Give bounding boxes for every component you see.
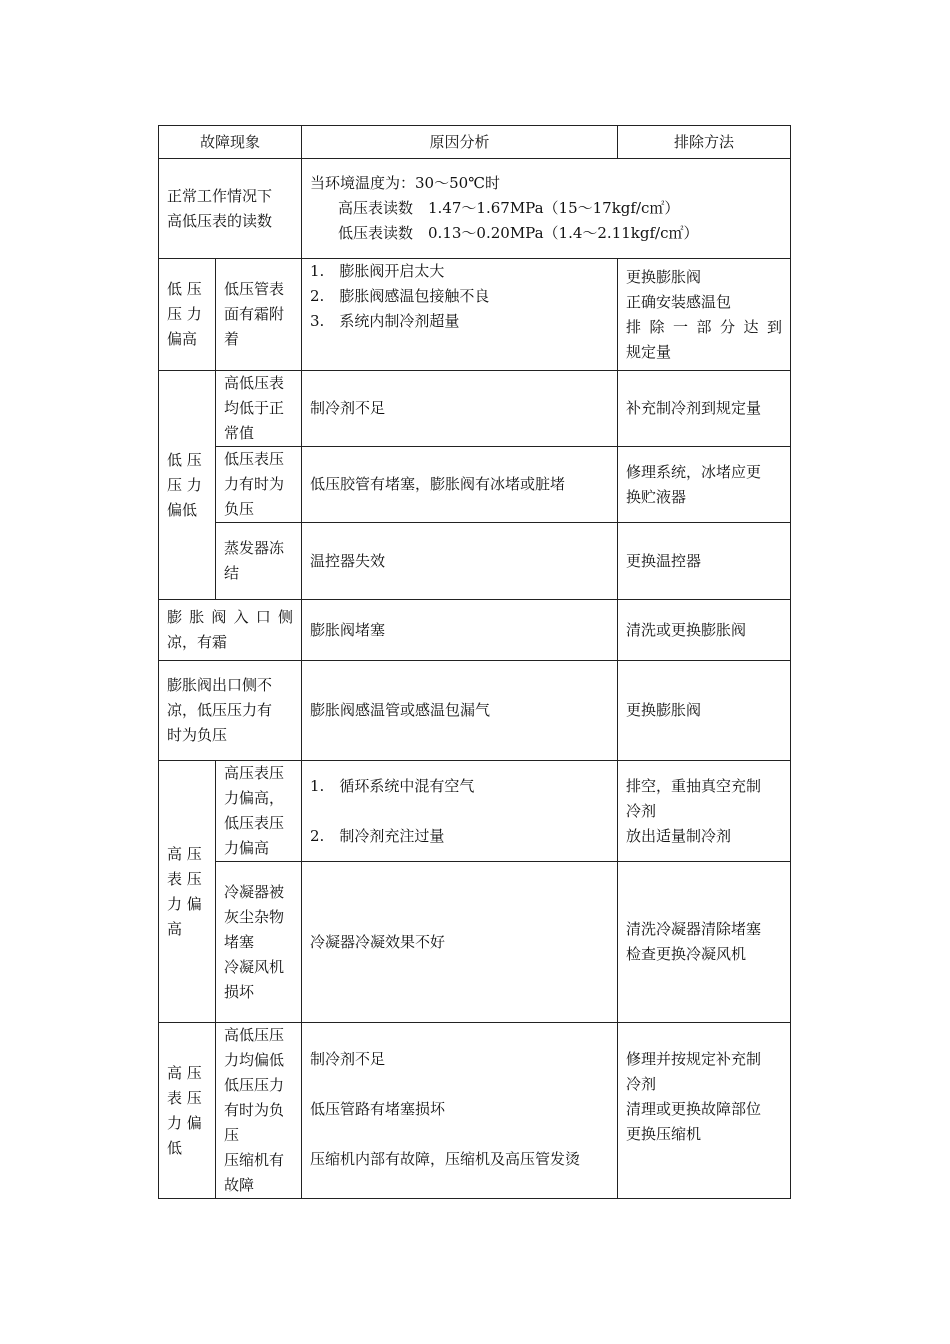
valve-inlet-remedy: 清洗或更换膨胀阀 bbox=[618, 600, 791, 661]
table-row bbox=[159, 761, 791, 862]
low-low-remedy-3: 更换温控器 bbox=[618, 523, 791, 600]
fault-table bbox=[158, 125, 791, 1199]
header-cause: 原因分析 bbox=[302, 126, 618, 159]
high-low-group: 高 压 表 压 力 偏 低 bbox=[159, 1023, 216, 1199]
normal-label: 正常工作情况下 高低压表的读数 bbox=[159, 159, 302, 259]
high-low-causes: 制冷剂不足 低压管路有堵塞损坏 压缩机内部有故障，压缩机及高压管发烫 bbox=[302, 1023, 618, 1199]
high-high-sub-2: 冷凝器被 灰尘杂物 堵塞 冷凝风机 损坏 bbox=[216, 862, 302, 1023]
table-row bbox=[159, 523, 791, 600]
table-row bbox=[159, 159, 791, 259]
low-low-sub-1: 高低压表 均低于正 常值 bbox=[216, 371, 302, 447]
table-row bbox=[159, 371, 791, 447]
low-low-sub-3: 蒸发器冻 结 bbox=[216, 523, 302, 600]
header-remedy: 排除方法 bbox=[618, 126, 791, 159]
high-high-causes-1: 1. 循环系统中混有空气 2. 制冷剂充注过量 bbox=[302, 761, 618, 862]
high-high-sub-1: 高压表压 力偏高， 低压表压 力偏高 bbox=[216, 761, 302, 862]
valve-outlet-cause: 膨胀阀感温管或感温包漏气 bbox=[302, 661, 618, 761]
high-high-remedies-1: 排空，重抽真空充制 冷剂 放出适量制冷剂 bbox=[618, 761, 791, 862]
high-high-cause-2: 冷凝器冷凝效果不好 bbox=[302, 862, 618, 1023]
low-low-sub-2: 低压表压 力有时为 负压 bbox=[216, 447, 302, 523]
low-high-sub: 低压管表 面有霜附 着 bbox=[216, 259, 302, 371]
low-low-remedy-2: 修理系统，冰堵应更 换贮液器 bbox=[618, 447, 791, 523]
table-row bbox=[159, 600, 791, 661]
low-low-group: 低 压 压 力 偏低 bbox=[159, 371, 216, 600]
table-row bbox=[159, 447, 791, 523]
low-low-cause-2: 低压胶管有堵塞，膨胀阀有冰堵或脏堵 bbox=[302, 447, 618, 523]
header-row bbox=[159, 126, 791, 159]
low-low-cause-3: 温控器失效 bbox=[302, 523, 618, 600]
low-low-remedy-1: 补充制冷剂到规定量 bbox=[618, 371, 791, 447]
normal-readings: 当环境温度为：30～50℃时 高压表读数 1.47～1.67MPa（15～17kgf/c㎡） 低压表读数 0.13～0.20MPa（1.4～2.11kgf/c㎡） bbox=[302, 159, 791, 259]
valve-outlet-remedy: 更换膨胀阀 bbox=[618, 661, 791, 761]
low-high-group: 低 压 压 力 偏高 bbox=[159, 259, 216, 371]
table-row bbox=[159, 1023, 791, 1199]
valve-outlet-label: 膨胀阀出口侧不 凉，低压压力有 时为负压 bbox=[159, 661, 302, 761]
valve-inlet-label: 膨 胀 阀 入 口 侧 凉，有霜 bbox=[159, 600, 302, 661]
low-low-cause-1: 制冷剂不足 bbox=[302, 371, 618, 447]
high-high-remedies-2: 清洗冷凝器清除堵塞 检查更换冷凝风机 bbox=[618, 862, 791, 1023]
header-symptom: 故障现象 bbox=[159, 126, 302, 159]
table-row bbox=[159, 661, 791, 761]
low-high-causes: 1. 膨胀阀开启太大 2. 膨胀阀感温包接触不良 3. 系统内制冷剂超量 bbox=[302, 259, 618, 371]
high-low-sub: 高低压压 力均偏低 低压压力 有时为负 压 压缩机有 故障 bbox=[216, 1023, 302, 1199]
high-low-remedies: 修理并按规定补充制 冷剂 清理或更换故障部位 更换压缩机 bbox=[618, 1023, 791, 1199]
table-row bbox=[159, 862, 791, 1023]
high-high-group: 高 压 表 压 力 偏 高 bbox=[159, 761, 216, 1023]
low-high-remedies: 更换膨胀阀 正确安装感温包 排 除 一 部 分 达 到 规定量 bbox=[618, 259, 791, 371]
table-row bbox=[159, 259, 791, 371]
valve-inlet-cause: 膨胀阀堵塞 bbox=[302, 600, 618, 661]
